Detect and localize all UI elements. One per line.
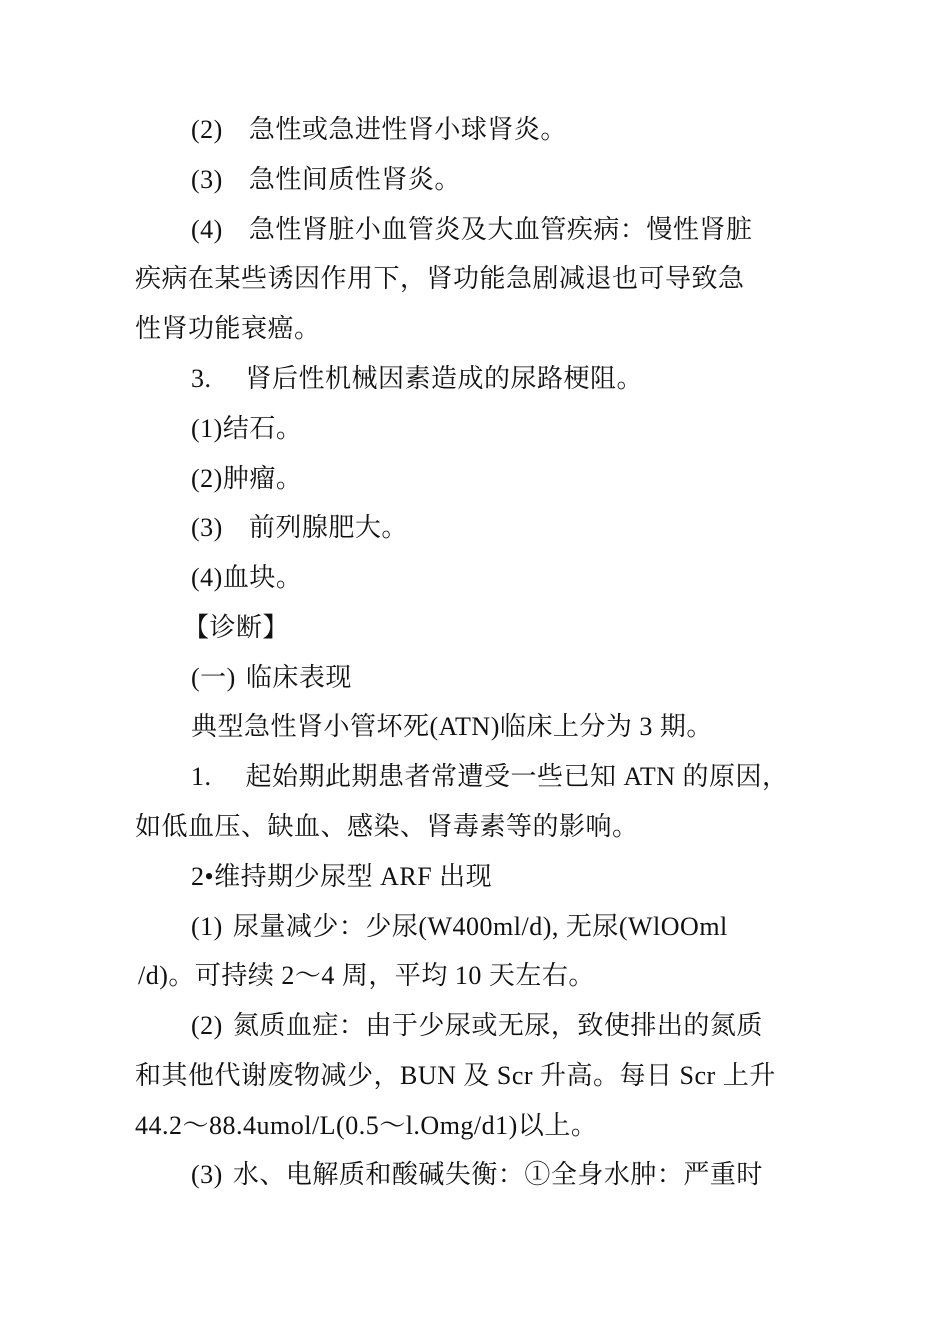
item-text: 氮质血症：由于少尿或无尿，致使排出的氮质 — [232, 1011, 763, 1040]
paragraph-line: 疾病在某些诱因作用下，肾功能急剧减退也可导致急 — [135, 264, 745, 293]
subsection-heading — [191, 661, 352, 695]
paragraph-line: 性肾功能衰癌。 — [135, 314, 321, 343]
list-item — [191, 213, 752, 247]
item-text: 临床表现 — [245, 663, 352, 692]
item-text: 急性肾脏小血管炎及大血管疾病：慢性肾脏 — [248, 215, 753, 244]
item-text: 水、电解质和酸碱失衡：①全身水肿：严重时 — [232, 1160, 763, 1189]
item-text: 急性间质性肾炎。 — [248, 165, 461, 194]
list-item — [191, 362, 643, 396]
paragraph-line: 2•维持期少尿型 ARF 出现 — [191, 862, 493, 891]
item-number: (3) — [191, 165, 223, 194]
paragraph-line: 和其他代谢废物减少，BUN 及 Scr 升高。每日 Scr 上升 — [135, 1061, 776, 1090]
item-text: 肾后性机械因素造成的尿路梗阻。 — [245, 364, 644, 393]
list-item: (1)结石。 — [191, 414, 303, 443]
item-text: 急性或急进性肾小球肾炎。 — [248, 115, 567, 144]
item-number: (一) — [191, 663, 236, 692]
paragraph-line: 典型急性肾小管坏死(ATN)临床上分为 3 期。 — [191, 712, 713, 741]
list-item — [191, 113, 567, 147]
item-number: (1) — [191, 912, 223, 941]
list-item — [191, 760, 789, 794]
item-text: 起始期此期患者常遭受一些已知 ATN 的原因， — [245, 762, 789, 791]
list-item — [191, 910, 728, 944]
list-item — [191, 511, 408, 545]
item-number: (4) — [191, 215, 223, 244]
list-item — [191, 1158, 763, 1192]
paragraph-line: 44.2〜88.4umol/L(0.5〜l.Omg/d1)以上。 — [135, 1111, 598, 1140]
paragraph-line: /d)。可持续 2〜4 周，平均 10 天左右。 — [138, 961, 595, 990]
section-heading: 【诊断】 — [183, 613, 290, 642]
paragraph-line: 如低血压、缺血、感染、肾毒素等的影响。 — [135, 812, 639, 841]
list-item: (2)肿瘤。 — [191, 464, 303, 493]
item-text: 前列腺肥大。 — [248, 513, 408, 542]
item-number: 1. — [191, 762, 212, 791]
item-number: (3) — [191, 1160, 223, 1189]
item-number: (2) — [191, 115, 223, 144]
item-number: (3) — [191, 513, 223, 542]
list-item: (4)血块。 — [191, 563, 303, 592]
list-item — [191, 1009, 763, 1043]
list-item — [191, 163, 461, 197]
item-number: (2) — [191, 1011, 223, 1040]
item-number: 3. — [191, 364, 212, 393]
item-text: 尿量减少：少尿(W400ml/d), 无尿(WlOOml — [232, 912, 728, 941]
